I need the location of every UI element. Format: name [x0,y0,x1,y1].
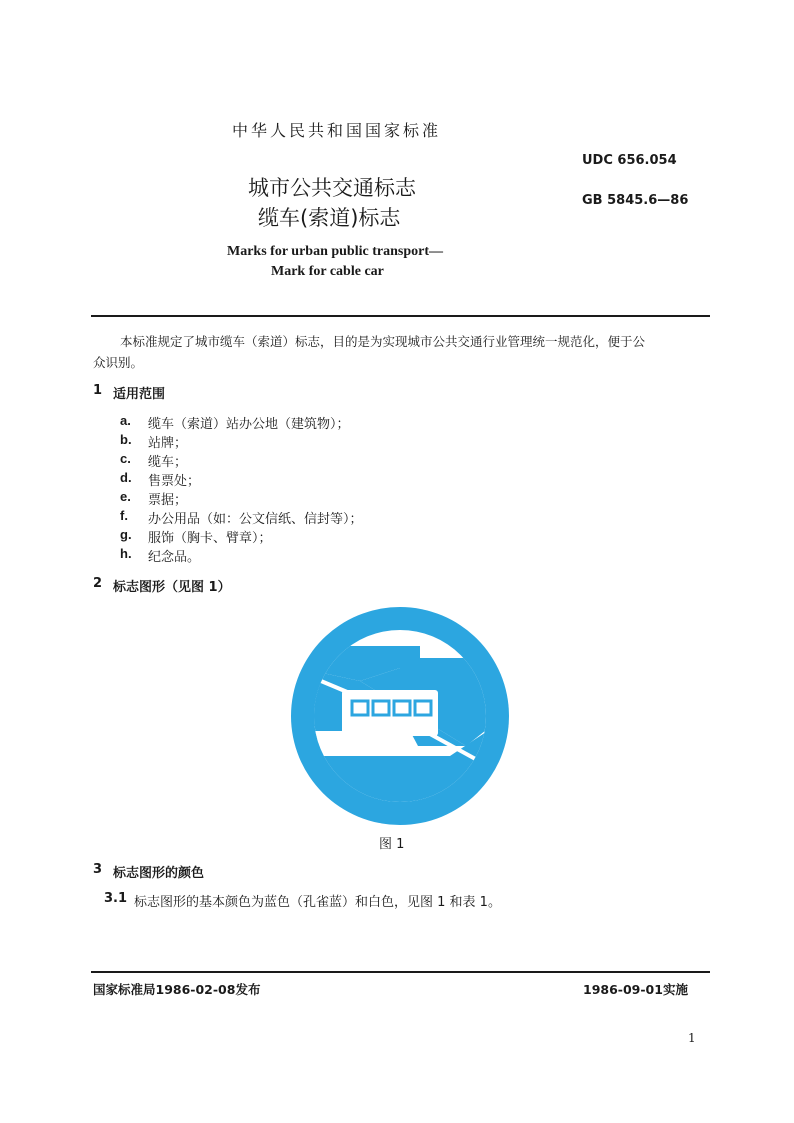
list-item-letter: d. [120,470,132,485]
section3-number: 3 [93,862,103,877]
page-number: 1 [688,1031,696,1045]
subsection-3-1-number: 3.1 [104,891,128,906]
udc-code: UDC 656.054 [582,153,677,168]
section3-title: 标志图形的颜色 [113,866,205,881]
list-item-text: 售票处； [148,474,201,489]
document-title-line2: 缆车(索道)标志 [258,206,401,230]
gb-code: GB 5845.6—86 [582,193,689,208]
list-item-text: 纪念品。 [148,550,201,565]
english-title-line2: Mark for cable car [271,264,384,279]
list-item-text: 服饰（胸卡、臂章）； [148,531,272,546]
national-standard-heading: 中华人民共和国国家标准 [232,121,442,140]
list-item-text: 票据； [148,493,188,508]
list-item-text: 缆车（索道）站办公地（建筑物）； [148,417,350,432]
list-item-letter: a. [120,413,131,428]
footer-divider [91,971,710,973]
list-item-letter: g. [120,527,132,542]
subsection-3-1-text: 标志图形的基本颜色为蓝色（孔雀蓝）和白色，见图 1 和表 1。 [134,895,501,910]
section2-title: 标志图形（见图 1） [113,580,231,595]
section2-number: 2 [93,576,103,591]
list-item-letter: b. [120,432,132,447]
english-title-line1: Marks for urban public transport— [227,244,443,259]
list-item-text: 办公用品（如：公文信纸、信封等）； [148,512,363,527]
document-title-line1: 城市公共交通标志 [248,176,416,200]
list-item-letter: e. [120,489,131,504]
list-item-letter: c. [120,451,131,466]
list-item-text: 站牌； [148,436,188,451]
list-item-letter: f. [120,508,128,523]
section1-number: 1 [93,383,103,398]
intro-paragraph-line1: 本标准规定了城市缆车（索道）标志，目的是为实现城市公共交通行业管理统一规范化，便于公 [120,334,646,349]
header-divider [91,315,710,317]
list-item-text: 缆车； [148,455,188,470]
intro-paragraph-line2: 众识别。 [93,355,144,370]
figure-caption: 图 1 [379,837,405,852]
list-item-letter: h. [120,546,132,561]
section1-title: 适用范围 [113,387,166,402]
cable-car-sign-icon [290,606,510,826]
issue-date: 国家标准局1986-02-08发布 [93,982,261,997]
effective-date: 1986-09-01实施 [583,982,688,997]
